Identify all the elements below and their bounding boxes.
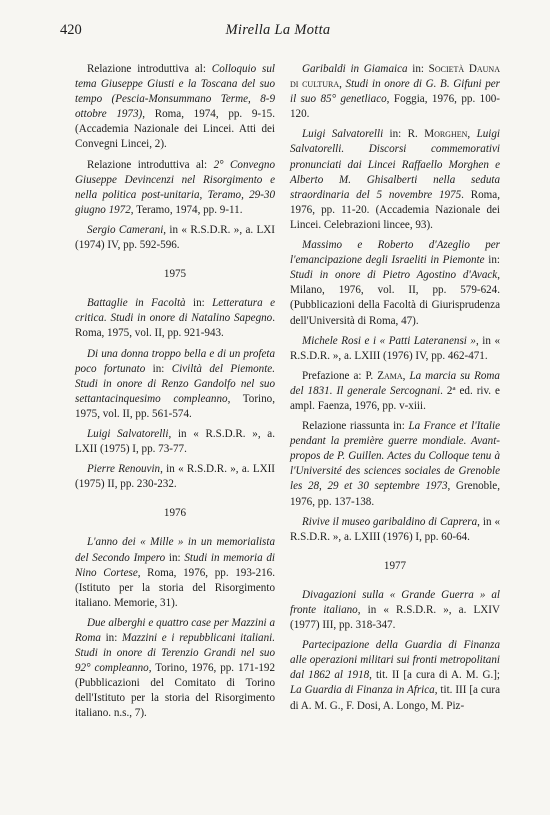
- entry-text: , Roma, 1976, pp. 193-216. (Istituto per la storia del Risorgimento italiano. Memorie, 31).: [75, 566, 275, 609]
- entry-title-text: Michele Rosi e i « Patti Lateranensi »: [302, 334, 476, 347]
- entry-title-text: Colloquio sul tema Giuseppe Giusti e la Toscana del suo tempo (Pescia-Monsummano Terme, 8-9 ottobre 1973): [75, 63, 275, 121]
- bibliography-entry: [75, 535, 275, 610]
- entry-text: ,: [339, 78, 346, 91]
- entry-title-text: Rivive il museo garibaldino di Caprera: [302, 515, 478, 528]
- entry-title-text: Battaglie in Facoltà: [87, 297, 186, 310]
- bibliography-entry: [75, 296, 275, 341]
- entry-text: in:: [185, 297, 213, 310]
- entry-title-text: Partecipazione della Guardia di Finanza alle operazioni militari sui fronti metropolitani dal 1862 al 1918: [290, 639, 500, 682]
- entry-text: in:: [100, 632, 122, 644]
- entry-text: . Roma, 1976, pp. 11-20. (Accademia Nazionale dei Lincei. Celebrazioni lincee, 93).: [290, 188, 500, 231]
- entry-text: , tit. II [a cura di A. M. G.];: [369, 669, 500, 682]
- entry-text: in:: [145, 362, 172, 375]
- entry-text: , Torino, 1975, vol. II, pp. 561-574.: [75, 392, 275, 420]
- entry-title-text: Studi in memoria di Nino Cortese: [75, 551, 276, 579]
- entry-text: , in « R.S.D.R. », a. LXIII (1976) I, pp. 60-64.: [290, 515, 500, 543]
- entry-text: ,: [402, 369, 410, 382]
- entry-title-text: Pierre Renouvin: [87, 463, 161, 476]
- entry-title-text: Mazzini e i repubblicani italiani. Studi in onore di Terenzio Grandi nel suo 92° compleanno: [75, 632, 275, 675]
- entry-text: , in « R.S.D.R. », a. LXIII (1976) IV, pp. 462-471.: [290, 334, 500, 362]
- bibliography-entry: [290, 62, 500, 122]
- bibliography-entry: [75, 427, 275, 457]
- entry-text: . Roma, 1975, vol. II, pp. 921-943.: [75, 312, 275, 340]
- entry-text: Relazione introduttiva al:: [87, 63, 212, 75]
- entry-text: . 2ª ed. riv. e ampl. Faenza, 1976, pp. v-xiii.: [290, 384, 500, 412]
- entry-text: Relazione riassunta in:: [302, 420, 409, 433]
- entry-title-text: Luigi Salvatorelli. Discorsi commemorativi pronunciati dai Lincei Raffaello Morghen e Alberto M. Ghisalberti nella seduta straordinaria del 5 novembre 1975: [290, 128, 500, 201]
- entry-text: , Roma, 1974, pp. 9-15. (Accademia Nazionale dei Lincei. Atti dei Convegni Lincei, 2).: [75, 108, 275, 151]
- entry-title-text: Luigi Salvatorelli: [87, 427, 169, 440]
- entry-title-text: Luigi Salvatorelli: [302, 128, 384, 141]
- bibliography-entry: [75, 616, 275, 722]
- year-heading: 1977: [383, 559, 407, 572]
- entry-title-text: L'anno dei « Mille » in un memorialista del Secondo Impero: [75, 536, 275, 564]
- entry-text: in:: [484, 254, 500, 267]
- entry-author-text: Società Dauna di cultura: [290, 63, 500, 91]
- entry-author-text: Zama: [377, 369, 403, 382]
- entry-title-text: Studi in onore di Pietro Agostino d'Avack: [290, 269, 498, 282]
- entry-text: , Grenoble, 1976, pp. 137-138.: [290, 480, 500, 508]
- bibliography-entry: [75, 223, 275, 253]
- entry-text: Relazione introduttiva al:: [87, 158, 214, 171]
- entry-title-text: 2° Convegno Giuseppe Devincenzi nel Risorgimento e nella politica post-unitaria, Teramo, 29-30 giugno 1972: [75, 158, 275, 216]
- year-heading: 1976: [163, 507, 187, 520]
- entry-title-text: Garibaldi in Giamaica: [302, 63, 408, 75]
- entry-title-text: Massimo e Roberto d'Azeglio per l'emancipazione degli Israeliti in Piemonte: [290, 239, 500, 267]
- entry-text: , Teramo, 1974, pp. 9-11.: [130, 203, 243, 216]
- entry-text: , in « R.S.D.R. », a. LXIV (1977) III, pp. 318-347.: [290, 604, 500, 632]
- bibliography-entry: [290, 419, 500, 510]
- entry-text: in:: [165, 551, 185, 564]
- bibliography-entry: [75, 158, 275, 218]
- bibliography-entry: [75, 462, 275, 492]
- entry-title-text: La Guardia di Finanza in Africa: [290, 684, 435, 697]
- bibliography-entry: [290, 369, 500, 414]
- entry-text: in: R.: [383, 128, 425, 141]
- bibliography-entry: [290, 515, 500, 545]
- entry-title-text: Studi in onore di G. B. Gifuni per il suo 85° genetliaco: [290, 78, 500, 106]
- entry-title-text: Divagazioni sulla « Grande Guerra » al fronte italiano: [290, 588, 500, 616]
- bibliography-entry: [75, 62, 275, 153]
- left-column: [75, 62, 275, 727]
- right-column: [290, 62, 500, 719]
- entry-text: , in « R.S.D.R. », a. LXII (1975) I, pp. 73-77.: [75, 427, 275, 456]
- page-header: [60, 22, 496, 46]
- entry-text: ,: [467, 128, 477, 141]
- entry-title-text: Due alberghi e quattro case per Mazzini a Roma: [75, 616, 275, 644]
- entry-text: , in « R.S.D.R. », a. LXII (1975) II, pp. 230-232.: [75, 463, 275, 491]
- entry-text: , Torino, 1976, pp. 171-192 (Pubblicazioni del Comitato di Torino dell'Istituto per la storia del Risorgimento italiano. n.s., 7).: [75, 662, 275, 720]
- entry-text: , tit. III [a cura di A. M. G., F. Dosi, A. Longo, M. Piz-: [290, 684, 500, 712]
- entry-text: in:: [407, 63, 429, 75]
- year-heading: 1975: [163, 268, 187, 281]
- bibliography-entry: [290, 127, 500, 233]
- entry-title-text: La France et l'Italie pendant la première guerre mondiale. Avant-propos de P. Guillen. Actes du Colloque tenu à l'Université des sciences sociales de Grenoble les 28, 29 et 30 septembre 1973: [290, 420, 500, 493]
- page-number: 420: [60, 22, 82, 38]
- entry-title-text: Di una donna troppo bella e di un profeta poco fortunato: [75, 347, 275, 375]
- entry-author-text: Morghen: [424, 128, 468, 141]
- entry-text: Prefazione a: P.: [302, 369, 378, 382]
- entry-text: , Milano, 1976, vol. II, pp. 579-624. (Pubblicazioni della Facoltà di Giurisprudenza dell'Università di Roma, 47).: [290, 269, 500, 327]
- bibliography-entry: [290, 238, 500, 329]
- bibliography-entry: [290, 334, 500, 364]
- entry-title-text: Letteratura e critica. Studi in onore di Natalino Sapegno: [75, 297, 275, 325]
- bibliography-entry: [290, 638, 500, 713]
- entry-title-text: Civiltà del Piemonte. Studi in onore di Renzo Gandolfo nel suo settantacinquesimo compleanno: [75, 362, 275, 405]
- running-head: Mirella La Motta: [225, 22, 331, 38]
- entry-text: , Foggia, 1976, pp. 100-120.: [290, 93, 500, 121]
- entry-title-text: Sergio Camerani: [87, 223, 164, 236]
- bibliography-entry: [75, 347, 275, 422]
- entry-title-text: La marcia su Roma del 1831. Il generale Sercognani: [290, 369, 500, 397]
- entry-text: , in « R.S.D.R. », a. LXI (1974) IV, pp. 592-596.: [75, 223, 275, 252]
- bibliography-entry: [290, 588, 500, 633]
